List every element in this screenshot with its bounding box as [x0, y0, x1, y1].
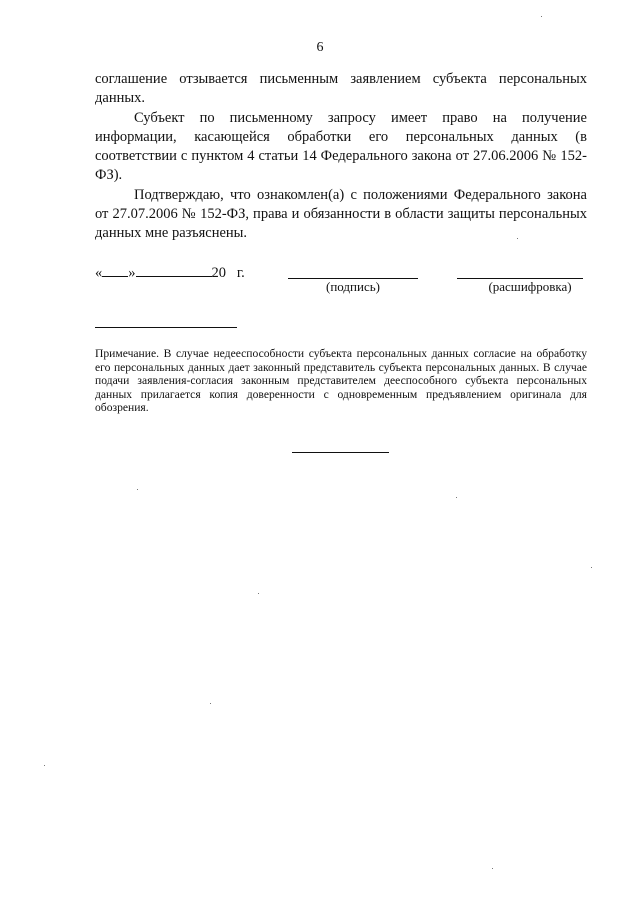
scan-speck — [591, 567, 592, 568]
month-blank — [136, 262, 212, 277]
close-quote: » — [128, 265, 136, 281]
note-text: Примечание. В случае недееспособности субъекта персональных данных согласие на обработку его персональных данных дает законный представитель субъекта персональных данных. В случае подачи заявления-согласия законным представителем дееспособного субъекта персональных данных прилагается копия доверенности с одновременным предъявлением оригинала для обозрения. — [95, 347, 587, 415]
scan-speck — [137, 489, 138, 490]
scan-speck — [210, 703, 211, 704]
date-field — [95, 262, 245, 282]
decoding-label: (расшифровка) — [488, 279, 572, 294]
paragraph-right-to-information: Субъект по письменному запросу имеет право на получение информации, касающейся обработки его персональных данных (в соответствии с пунктом 4 статьи 14 Федерального закона от 27.06.2006 № 152-ФЗ). — [95, 110, 587, 183]
open-quote: « — [95, 265, 103, 281]
page-number: 6 — [316, 40, 324, 55]
paragraph-confirmation: Подтверждаю, что ознакомлен(а) с положениями Федерального закона от 27.07.2006 № 152-ФЗ, права и обязанности в области защиты персональных данных мне разъяснены. — [95, 187, 587, 241]
end-of-text-rule — [292, 452, 389, 453]
year-text: 20 г. — [211, 265, 245, 281]
scan-speck — [456, 497, 457, 498]
scan-speck — [541, 16, 542, 17]
signature-line — [288, 262, 418, 279]
scan-speck — [258, 593, 259, 594]
scan-speck — [517, 238, 518, 239]
signature-row — [95, 262, 595, 302]
paragraph-consent-withdrawal: соглашение отзывается письменным заявлением субъекта персональных данных. — [95, 71, 587, 106]
scan-speck — [492, 868, 493, 869]
day-blank — [102, 262, 128, 277]
signature-label: (подпись) — [326, 279, 380, 294]
footnote-separator — [95, 327, 237, 328]
decoding-line — [457, 262, 583, 279]
scan-speck — [44, 765, 45, 766]
